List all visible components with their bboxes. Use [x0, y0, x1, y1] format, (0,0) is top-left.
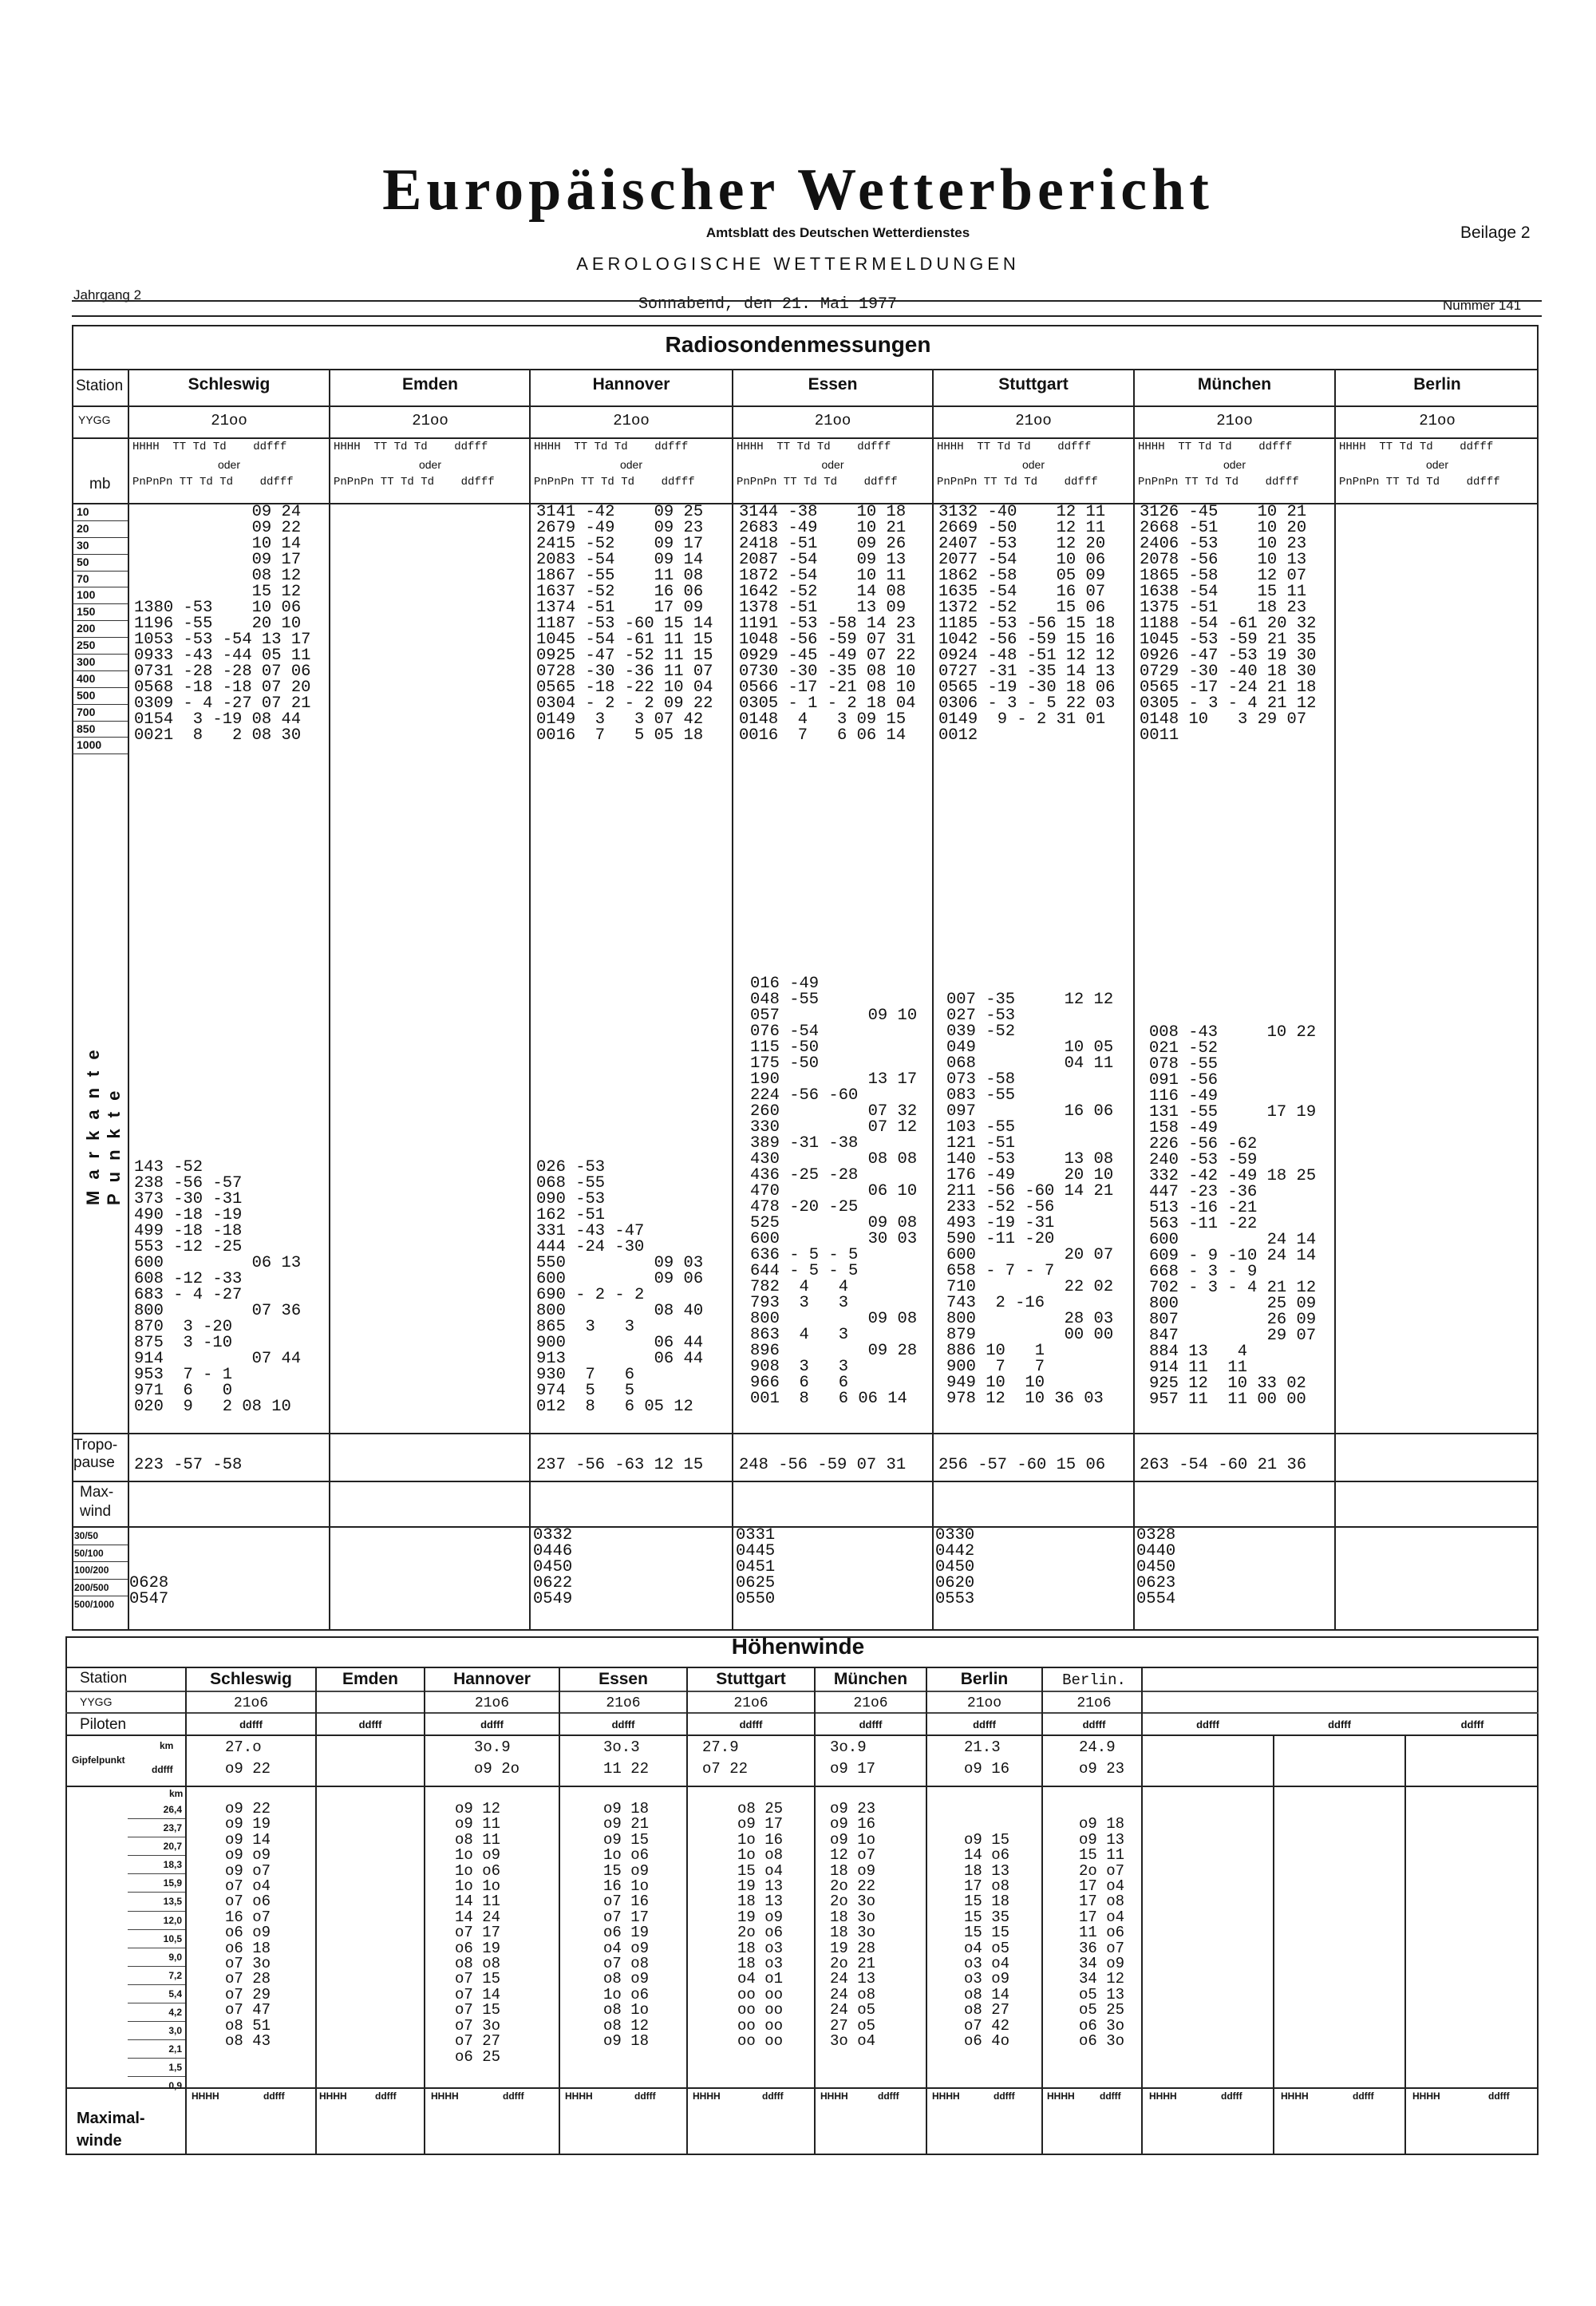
station-label: Station [76, 378, 124, 394]
hw-km-label: km [160, 1740, 174, 1751]
hw-ddfff-header: ddfff [1082, 1719, 1106, 1730]
tropopause-data: 256 -57 -60 15 06 [938, 1456, 1106, 1474]
hw-hhhh-header: HHHH [1281, 2090, 1309, 2102]
hw-km-level: 10,5 [128, 1930, 185, 1948]
rule [315, 1667, 317, 2155]
hw-gipfel-ddfff: o9 16 [964, 1760, 1010, 1778]
hw-ddfff-header: ddfff [263, 2090, 285, 2102]
rule [72, 1526, 1539, 1528]
markante-data: 026 -53 068 -55 090 -53 162 -51 331 -43 -47 444 -24 -30 550 09 03 600 09 06 690 - 2 - 2 800 08 40 865 3 3 900 06 44 913 06 44 930 7 6 974 5 5 012 8 6 05 12 [536, 1158, 704, 1416]
std-levels-data: 3126 -45 10 21 2668 -51 10 20 2406 -53 10 23 2078 -56 10 13 1865 -58 12 07 1638 -54 15 11 1375 -51 18 23 1188 -54 -61 20 32 1045 -53 -59 21 35 0926 -47 -53 19 30 0729 -30 -40 18 30 0565 -17 -24 21 18 0305 - 3 - 4 21 12 0148 10 3 29 07 0011 [1140, 503, 1317, 745]
hw-km-level: 2,1 [128, 2040, 185, 2059]
hw-ddfff-header: ddfff [358, 1719, 382, 1730]
hw-ddfff-header: ddfff [739, 1719, 763, 1730]
hw-km-level: 20,7 [128, 1837, 185, 1856]
rule [529, 369, 531, 1631]
rule [185, 1667, 187, 2155]
rule [72, 369, 1539, 370]
code-header: HHHH TT Td Td ddfff [1339, 441, 1494, 453]
markante-data: 007 -35 12 12 027 -53 039 -52 049 10 05 068 04 11 073 -58 083 -55 097 16 06 103 -55 121 -51 140 -53 13 08 176 -49 20 10 211 -56 -60 14 21 233 -52 -56 493 -19 -31 590 -11 -20 600 20 07 658 - 7 - 7 710 22 02 743 2 -16 800 28 03 879 00 00 886 10 1 900 7 7 949 10 10 978 12 10 36 03 [946, 991, 1114, 1408]
rule [72, 1481, 1539, 1482]
code-oder: oder [821, 458, 844, 471]
hw-ddfff-header: ddfff [239, 1719, 263, 1730]
rule [128, 369, 129, 1631]
tropopause-data: 223 -57 -58 [134, 1456, 243, 1474]
tropopause-data: 248 -56 -59 07 31 [739, 1456, 907, 1474]
hw-hhhh-header: HHHH [1412, 2090, 1440, 2102]
station-yygg: 21oo [1216, 412, 1253, 429]
hw-hhhh-header: HHHH [431, 2090, 459, 2102]
hoehenwinde-title: Höhenwinde [731, 1634, 865, 1659]
hw-station-name: Schleswig [210, 1670, 292, 1688]
tropopause-data: 263 -54 -60 21 36 [1140, 1456, 1307, 1474]
code-header: PnPnPn TT Td Td ddfff [534, 476, 695, 488]
hw-ddfff-header: ddfff [480, 1719, 504, 1730]
rule [1041, 1667, 1043, 2155]
hw-wind-column: o9 15 14 o6 18 13 17 o8 15 18 15 35 15 15 o4 o5 o3 o4 o3 o9 o8 14 o8 27 o7 42 o6 4o [964, 1830, 1010, 2051]
hw-hhhh-header: HHHH [820, 2090, 848, 2102]
level-labels [72, 504, 128, 754]
rule [65, 2087, 1539, 2089]
level-label: 200 [72, 621, 128, 638]
station-name: Emden [401, 375, 458, 394]
hw-yygg: 21o6 [233, 1695, 269, 1711]
hw-wind-column: o9 18 o9 13 15 11 2o o7 17 o4 17 o8 17 o4 11 o6 36 o7 34 o9 34 12 o5 13 o5 25 o6 3o o6 3o [1079, 1815, 1125, 2051]
yygg-label: YYGG [78, 413, 111, 426]
level-label: 70 [72, 572, 128, 588]
hw-km-level: 23,7 [128, 1819, 185, 1837]
level-label: 10 [72, 504, 128, 521]
hw-km-level: 18,3 [128, 1856, 185, 1874]
markante-data: 016 -49 048 -55 057 09 10 076 -54 115 -50 175 -50 190 13 17 224 -56 -60 260 07 32 330 07 12 389 -31 -38 430 08 08 436 -25 -28 470 06 10 478 -20 -25 525 09 08 600 30 03 636 - 5 - 5 644 - 5 - 5 782 4 4 793 3 3 800 09 08 863 4 3 896 09 28 908 3 3 966 6 6 001 8 6 06 14 [750, 975, 918, 1408]
level-label: 50 [72, 555, 128, 572]
hw-ddfff-header: ddfff [503, 2090, 524, 2102]
rule [1133, 369, 1135, 1631]
hw-km-level: 0,9 [168, 2080, 182, 2092]
hw-km-level: 4,2 [128, 2003, 185, 2022]
hw-km-level: 1,5 [128, 2059, 185, 2077]
rule [559, 1667, 560, 2155]
hw-gipfel-ddfff: o9 22 [225, 1760, 271, 1778]
rule [814, 1667, 816, 2155]
code-oder: oder [1021, 458, 1045, 471]
hw-station-name: Hannover [453, 1670, 531, 1688]
level-label: 300 [72, 655, 128, 671]
station-yygg: 21oo [412, 412, 448, 429]
hw-km-level: 12,0 [128, 1912, 185, 1930]
hw-wind-column: o8 25 o9 17 1o 16 1o o8 15 o4 19 13 18 13 19 o9 2o o6 18 o3 18 o3 o4 o1 oo oo oo oo oo oo oo oo [737, 1800, 784, 2051]
layer-wind-data: 0331 0445 0451 0625 0550 [736, 1526, 776, 1608]
code-header: PnPnPn TT Td Td ddfff [1339, 476, 1500, 488]
station-yygg: 21oo [814, 412, 851, 429]
hw-yygg: 21o6 [1077, 1695, 1112, 1711]
level-label: 500 [72, 688, 128, 705]
rule [732, 369, 733, 1631]
hw-hhhh-header: HHHH [1149, 2090, 1177, 2102]
mb-label: mb [89, 476, 111, 492]
rule [72, 1433, 1539, 1434]
markante-data: 008 -43 10 22 021 -52 078 -55 091 -56 116 -49 131 -55 17 19 158 -49 226 -56 -62 240 -53 -59 332 -42 -49 18 25 447 -23 -36 513 -16 -21 563 -11 -22 600 24 14 609 - 9 -10 24 14 668 - 3 - 9 702 - 3 - 4 21 12 800 25 09 807 26 09 847 29 07 884 13 4 914 11 11 925 12 10 33 02 957 11 11 00 00 [1149, 1023, 1317, 1409]
hw-ddfff-header: ddfff [973, 1719, 996, 1730]
hw-hhhh-header: HHHH [319, 2090, 347, 2102]
station-name: Schleswig [188, 375, 271, 394]
markante-punkte-label: Markante Punkte [83, 1038, 124, 1205]
hw-yygg: 21oo [966, 1695, 1002, 1711]
code-header: HHHH TT Td Td ddfff [534, 441, 689, 453]
hw-station-label: Station [80, 1670, 128, 1687]
level-label: 850 [72, 722, 128, 738]
hw-gipfel-km: 3o.9 [474, 1738, 511, 1756]
rule [65, 1691, 1539, 1692]
hw-km-level: 13,5 [128, 1893, 185, 1911]
rule [1273, 1734, 1274, 2155]
hw-hhhh-header: HHHH [932, 2090, 960, 2102]
hoehenwinde-frame [65, 1636, 1539, 2155]
layer-label: 100/200 [72, 1562, 128, 1580]
code-header: HHHH TT Td Td ddfff [737, 441, 891, 453]
code-oder: oder [1223, 458, 1246, 471]
std-levels-data: 3144 -38 10 18 2683 -49 10 21 2418 -51 09 26 2087 -54 09 13 1872 -54 10 11 1642 -52 14 08 1378 -51 13 09 1191 -53 -58 14 23 1048 -56 -59 07 31 0929 -45 -49 07 22 0730 -30 -35 08 10 0566 -17 -21 08 10 0305 - 1 - 2 18 04 0148 4 3 09 15 0016 7 6 06 14 [739, 503, 916, 745]
rule [65, 1786, 1539, 1787]
layer-wind-data: 0330 0442 0450 0620 0553 [935, 1526, 975, 1608]
hw-gipfel-ddfff: o9 2o [474, 1760, 520, 1778]
hw-hhhh-header: HHHH [565, 2090, 593, 2102]
code-oder: oder [418, 458, 442, 471]
layer-wind-data: 0628 0547 [129, 1574, 169, 1608]
level-label: 20 [72, 521, 128, 538]
station-yygg: 21oo [613, 412, 650, 429]
rule [65, 1734, 1539, 1736]
hw-station-name: Essen [598, 1670, 648, 1688]
hw-gipfel-ddfff: o9 23 [1079, 1760, 1125, 1778]
code-header: HHHH TT Td Td ddfff [1138, 441, 1293, 453]
level-label: 150 [72, 604, 128, 621]
hw-km-level: 26,4 [128, 1801, 185, 1819]
hw-ddfff-header: ddfff [994, 2090, 1015, 2102]
rule [329, 369, 330, 1631]
hw-gipfel-km: 21.3 [964, 1738, 1001, 1756]
rule [72, 405, 1539, 407]
header-rule-bottom [72, 315, 1542, 317]
code-header: PnPnPn TT Td Td ddfff [334, 476, 495, 488]
rule [1141, 1667, 1143, 2155]
hw-gipfel-km: 3o.9 [830, 1738, 867, 1756]
std-levels-data: 3132 -40 12 11 2669 -50 12 11 2407 -53 12 20 2077 -54 10 06 1862 -58 05 09 1635 -54 16 07 1372 -52 15 06 1185 -53 -56 15 18 1042 -56 -59 15 16 0924 -48 -51 12 12 0727 -31 -35 14 13 0565 -19 -30 18 06 0306 - 3 - 5 22 03 0149 9 - 2 31 01 0012 [938, 503, 1116, 745]
hw-gipfel-ddfff: 11 22 [603, 1760, 650, 1778]
hw-ddfff-header: ddfff [1196, 1719, 1219, 1730]
hw-ddfff-header: ddfff [1328, 1719, 1351, 1730]
hw-ddfff-header: ddfff [634, 2090, 656, 2102]
std-levels-data: 09 24 09 22 10 14 09 17 08 12 15 12 1380 -53 10 06 1196 -55 20 10 1053 -53 -54 13 17 0933 -43 -44 05 11 0731 -28 -28 07 06 0568 -18 -18 07 20 0309 - 4 -27 07 21 0154 3 -19 08 44 0021 8 2 08 30 [134, 503, 311, 745]
level-label: 1000 [72, 738, 128, 754]
rule [1334, 369, 1336, 1631]
level-label: 100 [72, 587, 128, 604]
radiosonden-title: Radiosondenmessungen [665, 332, 931, 357]
hw-km-label: km [169, 1788, 184, 1799]
layer-wind-data: 0332 0446 0450 0622 0549 [533, 1526, 573, 1608]
hw-ddfff-header: ddfff [1100, 2090, 1121, 2102]
hw-gipfel-label: Gipfelpunkt [72, 1754, 125, 1766]
layer-label: 50/100 [72, 1545, 128, 1563]
station-name: Berlin [1413, 375, 1461, 394]
hw-station-name: München [833, 1670, 908, 1688]
hw-ddfff-header: ddfff [1460, 1719, 1484, 1730]
hw-piloten-label: Piloten [80, 1716, 127, 1733]
code-oder: oder [1425, 458, 1449, 471]
hw-gipfel-ddfff: o7 22 [702, 1760, 749, 1778]
layer-labels [72, 1528, 128, 1613]
code-oder: oder [619, 458, 643, 471]
station-name: Hannover [592, 375, 670, 394]
hw-ddfff-header: ddfff [1488, 2090, 1510, 2102]
rule [424, 1667, 425, 2155]
hw-gipfel-km: 24.9 [1079, 1738, 1116, 1756]
tropopause-label: Tropo-pause [73, 1437, 118, 1471]
header-rule-top [72, 300, 1542, 302]
hw-gipfel-km: 27.9 [702, 1738, 739, 1756]
hw-ddfff-header: ddfff [611, 1719, 635, 1730]
std-levels-data: 3141 -42 09 25 2679 -49 09 23 2415 -52 09 17 2083 -54 09 14 1867 -55 11 08 1637 -52 16 06 1374 -51 17 09 1187 -53 -60 15 14 1045 -54 -61 11 15 0925 -47 -52 11 15 0728 -30 -36 11 07 0565 -18 -22 10 04 0304 - 2 - 2 09 22 0149 3 3 07 42 0016 7 5 05 18 [536, 503, 713, 745]
section-heading: AEROLOGISCHE WETTERMELDUNGEN [576, 254, 1020, 274]
page-title: Europäischer Wetterbericht [382, 157, 1214, 223]
jahrgang-label: Jahrgang 2 [73, 287, 142, 303]
code-header: PnPnPn TT Td Td ddfff [937, 476, 1098, 488]
rule [72, 437, 1539, 439]
rule [926, 1667, 927, 2155]
hw-wind-column: o9 23 o9 16 o9 1o 12 o7 18 o9 2o 22 2o 3o 18 3o 18 3o 19 28 2o 21 24 13 24 o8 24 o5 27 o5 3o o4 [830, 1800, 876, 2051]
hw-ddfff-header: ddfff [878, 2090, 899, 2102]
hw-yygg: 21o6 [853, 1695, 888, 1711]
issue-number: Nummer 141 [1443, 298, 1522, 313]
hw-ddfff-header: ddfff [762, 2090, 784, 2102]
hw-station-name: Berlin [960, 1670, 1009, 1688]
hw-km-level: 5,4 [128, 1985, 185, 2003]
hw-gipfel-km: 3o.3 [603, 1738, 640, 1756]
hw-km-levels [128, 1801, 185, 2095]
hw-station-name: Stuttgart [716, 1670, 786, 1688]
rule [65, 1667, 1539, 1668]
hw-km-level: 3,0 [128, 2022, 185, 2040]
tropopause-data: 237 -56 -63 12 15 [536, 1456, 704, 1474]
rule [932, 369, 934, 1631]
layer-label: 30/50 [72, 1528, 128, 1545]
hw-km-level: 7,2 [128, 1967, 185, 1985]
hw-station-name: Berlin. [1062, 1671, 1126, 1689]
hw-yygg: 21o6 [474, 1695, 510, 1711]
level-label: 400 [72, 671, 128, 688]
hw-ddfff-header: ddfff [1221, 2090, 1242, 2102]
rule [65, 1712, 1539, 1714]
hw-gipfel-ddfff: o9 17 [830, 1760, 876, 1778]
layer-wind-data: 0328 0440 0450 0623 0554 [1136, 1526, 1176, 1608]
subtitle: Amtsblatt des Deutschen Wetterdienstes [705, 225, 970, 240]
hw-yygg: 21o6 [733, 1695, 768, 1711]
hw-yygg: 21o6 [606, 1695, 641, 1711]
hw-hhhh-header: HHHH [192, 2090, 219, 2102]
station-name: Essen [808, 375, 858, 394]
hw-wind-column: o9 12 o9 11 o8 11 1o o9 1o o6 1o 1o 14 11 14 24 o7 17 o6 19 o8 o8 o7 15 o7 14 o7 15 o7 3o o7 27 o6 25 [455, 1800, 501, 2066]
station-yygg: 21oo [1015, 412, 1052, 429]
hw-station-name: Emden [342, 1670, 398, 1688]
hw-hhhh-header: HHHH [693, 2090, 721, 2102]
hw-wind-column: o9 18 o9 21 o9 15 1o o6 15 o9 16 1o o7 16 o7 17 o6 19 o4 o9 o7 o8 o8 o9 1o o6 o8 1o o8 12 o9 18 [603, 1800, 650, 2051]
code-header: HHHH TT Td Td ddfff [132, 441, 287, 453]
code-header: PnPnPn TT Td Td ddfff [737, 476, 898, 488]
hw-km-level: 15,9 [128, 1874, 185, 1893]
hw-gipfel-km: 27.o [225, 1738, 262, 1756]
station-yygg: 21oo [1419, 412, 1456, 429]
code-header: PnPnPn TT Td Td ddfff [132, 476, 294, 488]
hw-km-level: 9,0 [128, 1948, 185, 1967]
hw-ddfff-label: ddfff [152, 1764, 173, 1775]
hw-hhhh-header: HHHH [1047, 2090, 1075, 2102]
code-header: HHHH TT Td Td ddfff [334, 441, 488, 453]
code-header: PnPnPn TT Td Td ddfff [1138, 476, 1299, 488]
hw-ddfff-header: ddfff [859, 1719, 883, 1730]
layer-label: 500/1000 [74, 1599, 115, 1610]
issue-date: Sonnabend, den 21. Mai 1977 [638, 295, 898, 314]
hw-wind-column: o9 22 o9 19 o9 14 o9 o9 o9 o7 o7 o4 o7 o6 16 o7 o6 o9 o6 18 o7 3o o7 28 o7 29 o7 47 o8 51 o8 43 [225, 1800, 271, 2051]
layer-label: 200/500 [72, 1580, 128, 1597]
code-oder: oder [217, 458, 241, 471]
level-label: 250 [72, 638, 128, 655]
maximalwinde-label: Maximal-winde [77, 2110, 145, 2150]
station-name: München [1197, 375, 1272, 394]
level-label: 30 [72, 538, 128, 555]
hw-ddfff-header: ddfff [375, 2090, 397, 2102]
maxwind-label: Max-wind [80, 1484, 114, 1520]
level-label: 700 [72, 705, 128, 722]
code-header: HHHH TT Td Td ddfff [937, 441, 1092, 453]
station-name: Stuttgart [998, 375, 1069, 394]
hw-yygg-label: YYGG [80, 1695, 113, 1708]
hw-ddfff-header: ddfff [1353, 2090, 1374, 2102]
beilage-label: Beilage 2 [1460, 223, 1531, 242]
station-yygg: 21oo [211, 412, 247, 429]
rule [686, 1667, 688, 2155]
markante-data: 143 -52 238 -56 -57 373 -30 -31 490 -18 -19 499 -18 -18 553 -12 -25 600 06 13 608 -12 -33 683 - 4 -27 800 07 36 870 3 -20 875 3 -10 914 07 44 953 7 - 1 971 6 0 020 9 2 08 10 [134, 1158, 302, 1416]
rule [1404, 1734, 1406, 2155]
